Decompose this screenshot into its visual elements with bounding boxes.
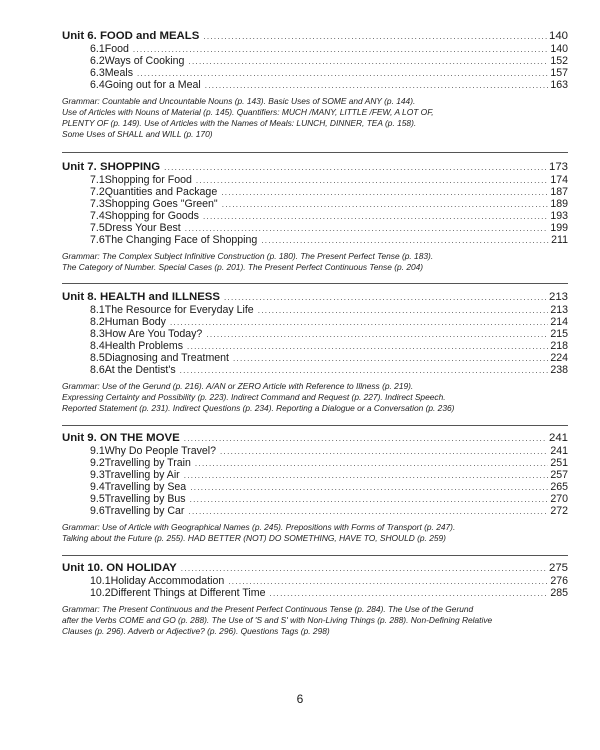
unit-title: Unit 6. FOOD and MEALS — [62, 30, 200, 42]
toc-item[interactable] — [62, 43, 568, 55]
dot-leader — [203, 211, 548, 223]
item-page: 224 — [550, 352, 568, 364]
item-page: 285 — [550, 587, 568, 599]
item-number: 9.4 — [90, 481, 105, 493]
item-title: Travelling by Air — [104, 469, 180, 481]
item-number: 7.3 — [90, 198, 105, 210]
grammar-notes — [62, 96, 562, 140]
item-number: 9.2 — [90, 457, 105, 469]
unit-heading[interactable] — [62, 290, 568, 304]
grammar-line: Use of Articles with Nouns of Material (p. 145). Quantifiers: MUCH /MANY, LITTLE /FEW, A LOT OF, — [62, 107, 434, 117]
toc-item[interactable] — [62, 222, 568, 234]
dot-leader — [184, 470, 549, 482]
toc-item[interactable] — [62, 316, 568, 328]
item-page: 174 — [550, 174, 568, 186]
item-title: Different Things at Different Time — [110, 587, 266, 599]
item-page: 276 — [550, 575, 568, 587]
toc-item[interactable] — [62, 210, 568, 222]
grammar-line: after the Verbs COME and GO (p. 288). The Use of 'S and S' with Non-Living Things (p. 288). Non-Defining Relative — [62, 615, 493, 625]
unit-heading[interactable] — [62, 29, 568, 43]
dot-leader — [228, 576, 548, 588]
unit-page: 241 — [548, 432, 568, 444]
unit-title: Unit 10. ON HOLIDAY — [62, 562, 177, 574]
toc-item[interactable] — [62, 234, 568, 246]
grammar-notes — [62, 522, 562, 544]
unit-heading[interactable] — [62, 561, 568, 575]
item-page: 211 — [551, 234, 568, 246]
item-number: 10.1 — [90, 575, 111, 587]
item-number: 7.4 — [90, 210, 105, 222]
dot-leader — [133, 44, 548, 56]
item-number: 9.6 — [90, 505, 105, 517]
item-title: The Resource for Everyday Life — [104, 304, 254, 316]
item-title: Shopping for Food — [104, 174, 192, 186]
item-page: 215 — [550, 328, 568, 340]
item-page: 265 — [550, 481, 568, 493]
toc-item[interactable] — [62, 198, 568, 210]
unit-9-section — [62, 431, 568, 544]
item-number: 9.5 — [90, 493, 105, 505]
grammar-notes — [62, 381, 562, 414]
dot-leader — [180, 365, 549, 377]
page-number: 6 — [296, 692, 304, 706]
item-title: Diagnosing and Treatment — [104, 352, 229, 364]
section-divider — [62, 555, 568, 556]
toc-item[interactable] — [62, 79, 568, 91]
unit-page: 213 — [548, 291, 568, 303]
item-number: 8.4 — [90, 340, 105, 352]
unit-page: 275 — [548, 562, 568, 574]
item-title: Dress Your Best — [104, 222, 181, 234]
toc-item[interactable] — [62, 364, 568, 376]
item-page: 270 — [550, 493, 568, 505]
grammar-line: Clauses (p. 296). Adverb or Adjective? (p. 296). Questions Tags (p. 298) — [62, 626, 330, 636]
item-number: 6.3 — [90, 67, 105, 79]
toc-item[interactable] — [62, 304, 568, 316]
dot-leader — [187, 341, 548, 353]
grammar-line: Grammar: Countable and Uncountable Nouns (p. 143). Basic Uses of SOME and ANY (p. 144). — [62, 96, 416, 106]
dot-leader — [221, 187, 548, 199]
item-title: Meals — [104, 67, 133, 79]
toc-item[interactable] — [62, 457, 568, 469]
toc-item[interactable] — [62, 469, 568, 481]
item-page: 214 — [550, 316, 568, 328]
item-number: 7.1 — [90, 174, 105, 186]
dot-leader — [203, 30, 547, 44]
grammar-line: Some Uses of SHALL and WILL (p. 170) — [62, 129, 213, 139]
unit-10-section — [62, 561, 568, 637]
item-title: Travelling by Train — [104, 457, 191, 469]
item-title: The Changing Face of Shopping — [104, 234, 258, 246]
dot-leader — [188, 506, 548, 518]
unit-6-section — [62, 29, 568, 140]
toc-item[interactable] — [62, 328, 568, 340]
item-number: 8.1 — [90, 304, 105, 316]
item-page: 213 — [550, 304, 568, 316]
item-number: 9.1 — [90, 445, 105, 457]
dot-leader — [195, 458, 548, 470]
grammar-notes — [62, 251, 562, 273]
dot-leader — [164, 161, 547, 175]
item-page: 257 — [550, 469, 568, 481]
toc-item[interactable] — [62, 481, 568, 493]
item-page: 193 — [550, 210, 568, 222]
item-page: 199 — [550, 222, 568, 234]
item-number: 7.6 — [90, 234, 105, 246]
section-divider — [62, 152, 568, 153]
item-title: Shopping Goes "Green" — [104, 198, 218, 210]
unit-page: 173 — [548, 161, 568, 173]
toc-item[interactable] — [62, 587, 568, 599]
dot-leader — [190, 494, 549, 506]
item-title: How Are You Today? — [104, 328, 203, 340]
unit-title: Unit 9. ON THE MOVE — [62, 432, 180, 444]
dot-leader — [206, 329, 548, 341]
item-number: 8.6 — [90, 364, 105, 376]
item-title: At the Dentist's — [104, 364, 176, 376]
toc-item[interactable] — [62, 55, 568, 67]
toc-item[interactable] — [62, 186, 568, 198]
grammar-line: Talking about the Future (p. 255). HAD BETTER (NOT) DO SOMETHING, HAVE TO, SHOULD (p. 259) — [62, 533, 446, 543]
unit-heading[interactable] — [62, 160, 568, 174]
item-title: Health Problems — [104, 340, 184, 352]
dot-leader — [222, 199, 549, 211]
unit-8-section — [62, 290, 568, 414]
grammar-line: Grammar: Use of Article with Geographical Names (p. 245). Prepositions with Forms of Transport (p. 247). — [62, 522, 456, 532]
unit-title: Unit 8. HEALTH and ILLNESS — [62, 291, 220, 303]
toc-item[interactable] — [62, 575, 568, 587]
dot-leader — [170, 317, 548, 329]
item-title: Holiday Accommodation — [110, 575, 225, 587]
item-title: Going out for a Meal — [104, 79, 201, 91]
dot-leader — [270, 588, 549, 600]
unit-heading[interactable] — [62, 431, 568, 445]
toc-item[interactable] — [62, 174, 568, 186]
item-title: Quantities and Package — [104, 186, 218, 198]
item-page: 157 — [550, 67, 568, 79]
dot-leader — [181, 562, 547, 576]
item-page: 140 — [550, 43, 568, 55]
grammar-line: Grammar: The Complex Subject Infinitive Construction (p. 180). The Present Perfect Tense (p. 183). — [62, 251, 434, 261]
item-number: 8.2 — [90, 316, 105, 328]
unit-7-section — [62, 160, 568, 273]
item-number: 8.5 — [90, 352, 105, 364]
item-number: 9.3 — [90, 469, 105, 481]
item-number: 7.5 — [90, 222, 105, 234]
dot-leader — [224, 291, 547, 305]
item-page: 163 — [550, 79, 568, 91]
dot-leader — [184, 432, 547, 446]
item-number: 7.2 — [90, 186, 105, 198]
item-title: Human Body — [104, 316, 166, 328]
grammar-line: Grammar: Use of the Gerund (p. 216). A/AN or ZERO Article with Reference to Illness (p. 219). — [62, 381, 414, 391]
item-title: Travelling by Car — [104, 505, 185, 517]
item-page: 218 — [550, 340, 568, 352]
toc-item[interactable] — [62, 67, 568, 79]
grammar-line: Grammar: The Present Continuous and the Present Perfect Continuous Tense (p. 284). The Use of the Gerund — [62, 604, 474, 614]
item-page: 251 — [550, 457, 568, 469]
dot-leader — [258, 305, 549, 317]
grammar-line: Reported Statement (p. 231). Indirect Questions (p. 234). Reporting a Dialogue or a Conversation (p. 236) — [62, 403, 455, 413]
item-page: 272 — [550, 505, 568, 517]
toc-item[interactable] — [62, 352, 568, 364]
item-page: 241 — [550, 445, 568, 457]
dot-leader — [190, 482, 548, 494]
unit-page: 140 — [548, 30, 568, 42]
dot-leader — [188, 56, 548, 68]
grammar-notes — [62, 604, 562, 637]
toc-item[interactable] — [62, 493, 568, 505]
dot-leader — [220, 446, 548, 458]
item-number: 6.2 — [90, 55, 105, 67]
grammar-line: Expressing Certainty and Possibility (p. 223). Indirect Command and Request (p. 227). Indirect Speech. — [62, 392, 446, 402]
dot-leader — [233, 353, 548, 365]
item-title: Why Do People Travel? — [104, 445, 217, 457]
item-number: 6.4 — [90, 79, 105, 91]
toc-item[interactable] — [62, 445, 568, 457]
toc-item[interactable] — [62, 505, 568, 517]
dot-leader — [196, 175, 548, 187]
item-page: 238 — [550, 364, 568, 376]
item-page: 187 — [550, 186, 568, 198]
section-divider — [62, 283, 568, 284]
dot-leader — [205, 80, 549, 92]
dot-leader — [261, 235, 549, 247]
item-title: Travelling by Bus — [104, 493, 186, 505]
item-title: Shopping for Goods — [104, 210, 199, 222]
item-number: 10.2 — [90, 587, 111, 599]
grammar-line: The Category of Number. Special Cases (p. 201). The Present Perfect Continuous Tense (p. 204) — [62, 262, 424, 272]
item-number: 8.3 — [90, 328, 105, 340]
item-page: 189 — [550, 198, 568, 210]
item-title: Ways of Cooking — [104, 55, 185, 67]
unit-title: Unit 7. SHOPPING — [62, 161, 161, 173]
toc-item[interactable] — [62, 340, 568, 352]
grammar-line: PLENTY OF (p. 149). Use of Articles with the Names of Meals: LUNCH, DINNER, TEA (p. 158). — [62, 118, 417, 128]
item-page: 152 — [550, 55, 568, 67]
item-number: 6.1 — [90, 43, 105, 55]
section-divider — [62, 425, 568, 426]
item-title: Food — [104, 43, 129, 55]
item-title: Travelling by Sea — [104, 481, 187, 493]
